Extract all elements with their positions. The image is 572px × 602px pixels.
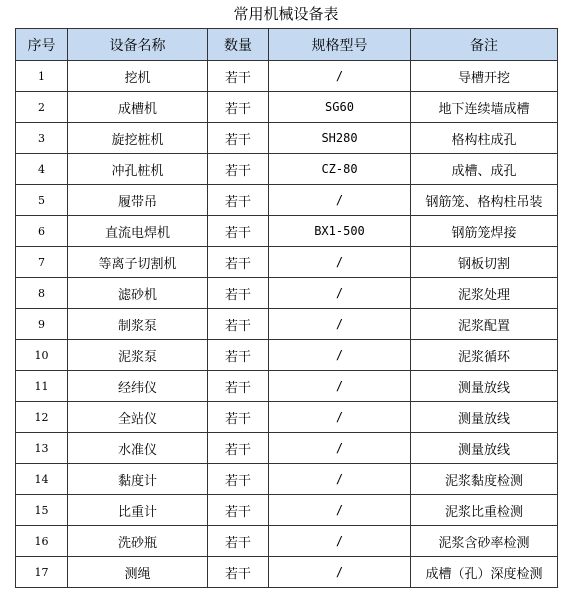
cell-spec: / bbox=[269, 340, 411, 371]
cell-qty: 若干 bbox=[208, 185, 269, 216]
table-row bbox=[16, 340, 558, 371]
cell-seq: 9 bbox=[16, 309, 68, 340]
cell-name: 冲孔桩机 bbox=[68, 154, 208, 185]
cell-remark: 测量放线 bbox=[411, 433, 558, 464]
cell-remark: 测量放线 bbox=[411, 371, 558, 402]
table-row bbox=[16, 278, 558, 309]
cell-name: 黏度计 bbox=[68, 464, 208, 495]
table-row bbox=[16, 92, 558, 123]
cell-spec: / bbox=[269, 61, 411, 92]
table-title: 常用机械设备表 bbox=[233, 5, 339, 23]
cell-name: 经纬仪 bbox=[68, 371, 208, 402]
cell-remark: 钢板切割 bbox=[411, 247, 558, 278]
cell-remark: 导槽开挖 bbox=[411, 61, 558, 92]
cell-name: 测绳 bbox=[68, 557, 208, 588]
table-row bbox=[16, 185, 558, 216]
table-row bbox=[16, 154, 558, 185]
cell-seq: 12 bbox=[16, 402, 68, 433]
cell-name: 直流电焊机 bbox=[68, 216, 208, 247]
cell-name: 洗砂瓶 bbox=[68, 526, 208, 557]
cell-spec: CZ-80 bbox=[269, 154, 411, 185]
cell-remark: 泥浆配置 bbox=[411, 309, 558, 340]
cell-name: 挖机 bbox=[68, 61, 208, 92]
table-row bbox=[16, 402, 558, 433]
cell-seq: 8 bbox=[16, 278, 68, 309]
table-row bbox=[16, 309, 558, 340]
cell-remark: 钢筋笼焊接 bbox=[411, 216, 558, 247]
cell-name: 成槽机 bbox=[68, 92, 208, 123]
cell-seq: 17 bbox=[16, 557, 68, 588]
cell-qty: 若干 bbox=[208, 495, 269, 526]
cell-remark: 成槽、成孔 bbox=[411, 154, 558, 185]
cell-qty: 若干 bbox=[208, 340, 269, 371]
cell-name: 水准仪 bbox=[68, 433, 208, 464]
cell-spec: SH280 bbox=[269, 123, 411, 154]
cell-seq: 2 bbox=[16, 92, 68, 123]
cell-seq: 1 bbox=[16, 61, 68, 92]
header-row bbox=[16, 29, 558, 61]
table-row bbox=[16, 247, 558, 278]
cell-seq: 7 bbox=[16, 247, 68, 278]
cell-remark: 泥浆循环 bbox=[411, 340, 558, 371]
cell-spec: / bbox=[269, 247, 411, 278]
cell-qty: 若干 bbox=[208, 371, 269, 402]
cell-spec: / bbox=[269, 371, 411, 402]
header-seq: 序号 bbox=[16, 29, 68, 61]
cell-qty: 若干 bbox=[208, 123, 269, 154]
cell-seq: 14 bbox=[16, 464, 68, 495]
cell-spec: / bbox=[269, 464, 411, 495]
cell-seq: 11 bbox=[16, 371, 68, 402]
table-row bbox=[16, 557, 558, 588]
cell-name: 全站仪 bbox=[68, 402, 208, 433]
cell-spec: / bbox=[269, 278, 411, 309]
cell-spec: SG60 bbox=[269, 92, 411, 123]
cell-remark: 格构柱成孔 bbox=[411, 123, 558, 154]
cell-qty: 若干 bbox=[208, 92, 269, 123]
cell-seq: 5 bbox=[16, 185, 68, 216]
cell-name: 制浆泵 bbox=[68, 309, 208, 340]
cell-qty: 若干 bbox=[208, 557, 269, 588]
cell-spec: / bbox=[269, 495, 411, 526]
cell-name: 泥浆泵 bbox=[68, 340, 208, 371]
cell-remark: 地下连续墙成槽 bbox=[411, 92, 558, 123]
cell-remark: 泥浆比重检测 bbox=[411, 495, 558, 526]
cell-qty: 若干 bbox=[208, 402, 269, 433]
cell-name: 滤砂机 bbox=[68, 278, 208, 309]
cell-remark: 泥浆含砂率检测 bbox=[411, 526, 558, 557]
cell-seq: 4 bbox=[16, 154, 68, 185]
cell-seq: 13 bbox=[16, 433, 68, 464]
cell-qty: 若干 bbox=[208, 154, 269, 185]
cell-name: 履带吊 bbox=[68, 185, 208, 216]
header-qty: 数量 bbox=[208, 29, 269, 61]
cell-seq: 15 bbox=[16, 495, 68, 526]
cell-name: 等离子切割机 bbox=[68, 247, 208, 278]
cell-qty: 若干 bbox=[208, 464, 269, 495]
cell-qty: 若干 bbox=[208, 247, 269, 278]
table-row bbox=[16, 495, 558, 526]
cell-seq: 6 bbox=[16, 216, 68, 247]
cell-qty: 若干 bbox=[208, 216, 269, 247]
equipment-table bbox=[15, 28, 558, 588]
cell-spec: / bbox=[269, 557, 411, 588]
table-row bbox=[16, 61, 558, 92]
cell-seq: 16 bbox=[16, 526, 68, 557]
cell-seq: 3 bbox=[16, 123, 68, 154]
header-remark: 备注 bbox=[411, 29, 558, 61]
cell-spec: / bbox=[269, 402, 411, 433]
table-row bbox=[16, 433, 558, 464]
cell-seq: 10 bbox=[16, 340, 68, 371]
cell-spec: / bbox=[269, 309, 411, 340]
cell-remark: 成槽（孔）深度检测 bbox=[411, 557, 558, 588]
cell-qty: 若干 bbox=[208, 309, 269, 340]
cell-spec: / bbox=[269, 526, 411, 557]
table-row bbox=[16, 371, 558, 402]
cell-name: 比重计 bbox=[68, 495, 208, 526]
header-spec: 规格型号 bbox=[269, 29, 411, 61]
cell-qty: 若干 bbox=[208, 61, 269, 92]
cell-qty: 若干 bbox=[208, 433, 269, 464]
cell-qty: 若干 bbox=[208, 526, 269, 557]
header-name: 设备名称 bbox=[68, 29, 208, 61]
table-row bbox=[16, 123, 558, 154]
cell-spec: / bbox=[269, 185, 411, 216]
table-row bbox=[16, 526, 558, 557]
cell-spec: BX1-500 bbox=[269, 216, 411, 247]
table-row bbox=[16, 464, 558, 495]
cell-remark: 钢筋笼、格构柱吊装 bbox=[411, 185, 558, 216]
cell-remark: 泥浆处理 bbox=[411, 278, 558, 309]
table-row bbox=[16, 216, 558, 247]
cell-qty: 若干 bbox=[208, 278, 269, 309]
cell-spec: / bbox=[269, 433, 411, 464]
cell-remark: 测量放线 bbox=[411, 402, 558, 433]
cell-name: 旋挖桩机 bbox=[68, 123, 208, 154]
cell-remark: 泥浆黏度检测 bbox=[411, 464, 558, 495]
